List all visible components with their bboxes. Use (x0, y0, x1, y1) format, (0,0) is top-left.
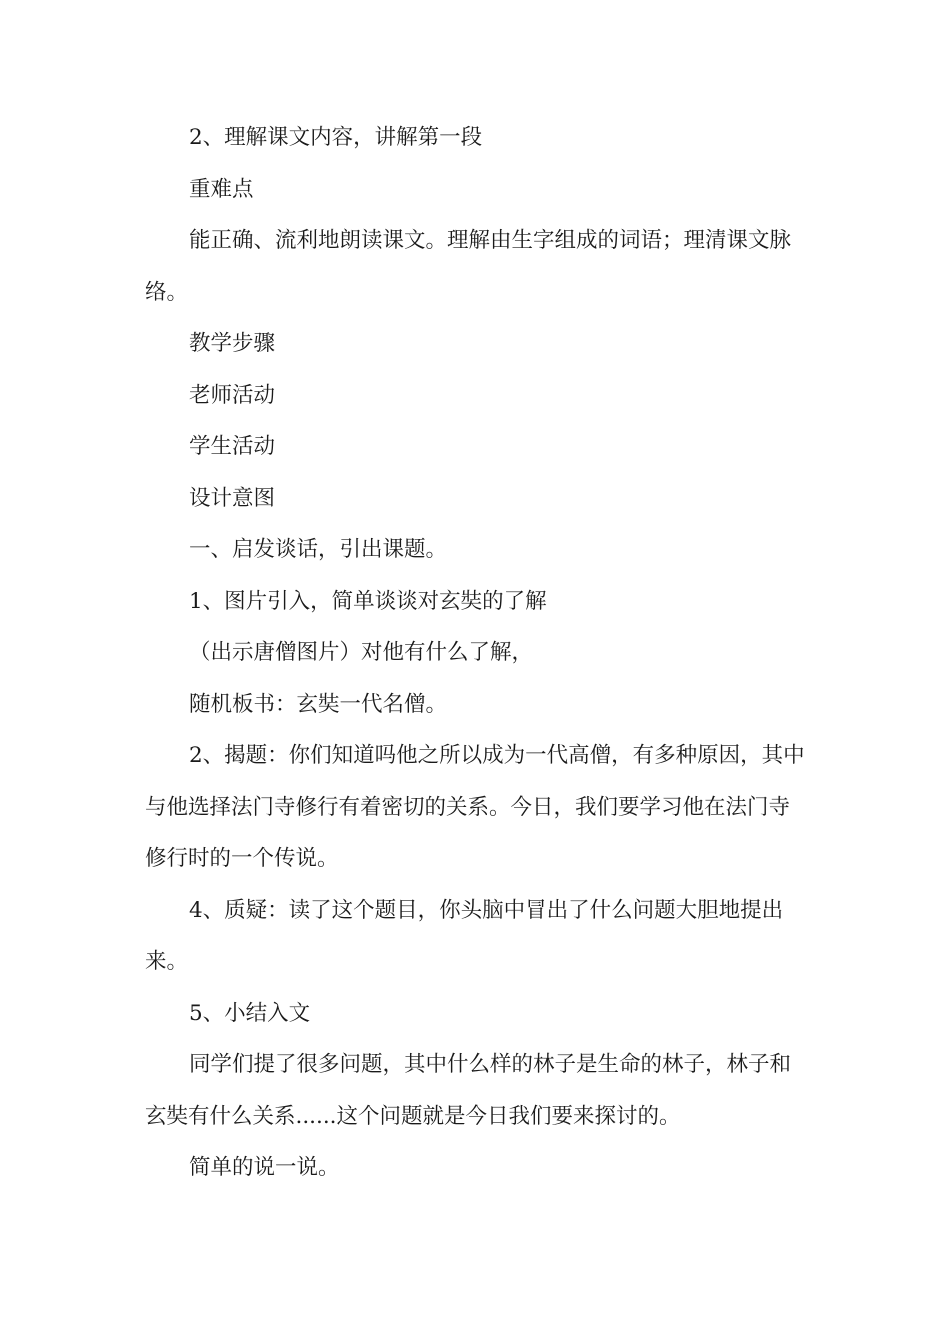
paragraph: 5、小结入文 (189, 1000, 311, 1026)
document-body (145, 112, 807, 1194)
paragraph: 一、启发谈话，引出课题。 (189, 537, 448, 562)
paragraph: 学生活动 (189, 434, 276, 459)
paragraph: 简单的说一说。 (189, 1155, 340, 1180)
paragraph: （出示唐僧图片）对他有什么了解， (189, 640, 534, 665)
paragraph: 2、理解课文内容，讲解第一段 (189, 125, 483, 150)
paragraph: 随机板书：玄奘一代名僧。 (189, 691, 448, 717)
paragraph: 重难点 (189, 176, 254, 202)
paragraph: 设计意图 (189, 485, 276, 511)
paragraph: 老师活动 (189, 382, 276, 408)
paragraph: 2、揭题：你们知道吗他之所以成为一代高僧，有多种原因，其中与他选择法门寺修行有着密切的关系。今日，我们要学习他在法门寺修行时的一个传说。 (145, 743, 805, 871)
paragraph: 能正确、流利地朗读课文。理解由生字组成的词语；理清课文脉络。 (145, 228, 792, 305)
paragraph: 教学步骤 (189, 331, 276, 356)
paragraph: 同学们提了很多问题，其中什么样的林子是生命的林子，林子和玄奘有什么关系......这个问题就是今日我们要来探讨的。 (145, 1052, 792, 1129)
paragraph: 1、图片引入，简单谈谈对玄奘的了解 (189, 588, 547, 614)
paragraph: 4、质疑：读了这个题目，你头脑中冒出了什么问题大胆地提出来。 (145, 897, 784, 974)
